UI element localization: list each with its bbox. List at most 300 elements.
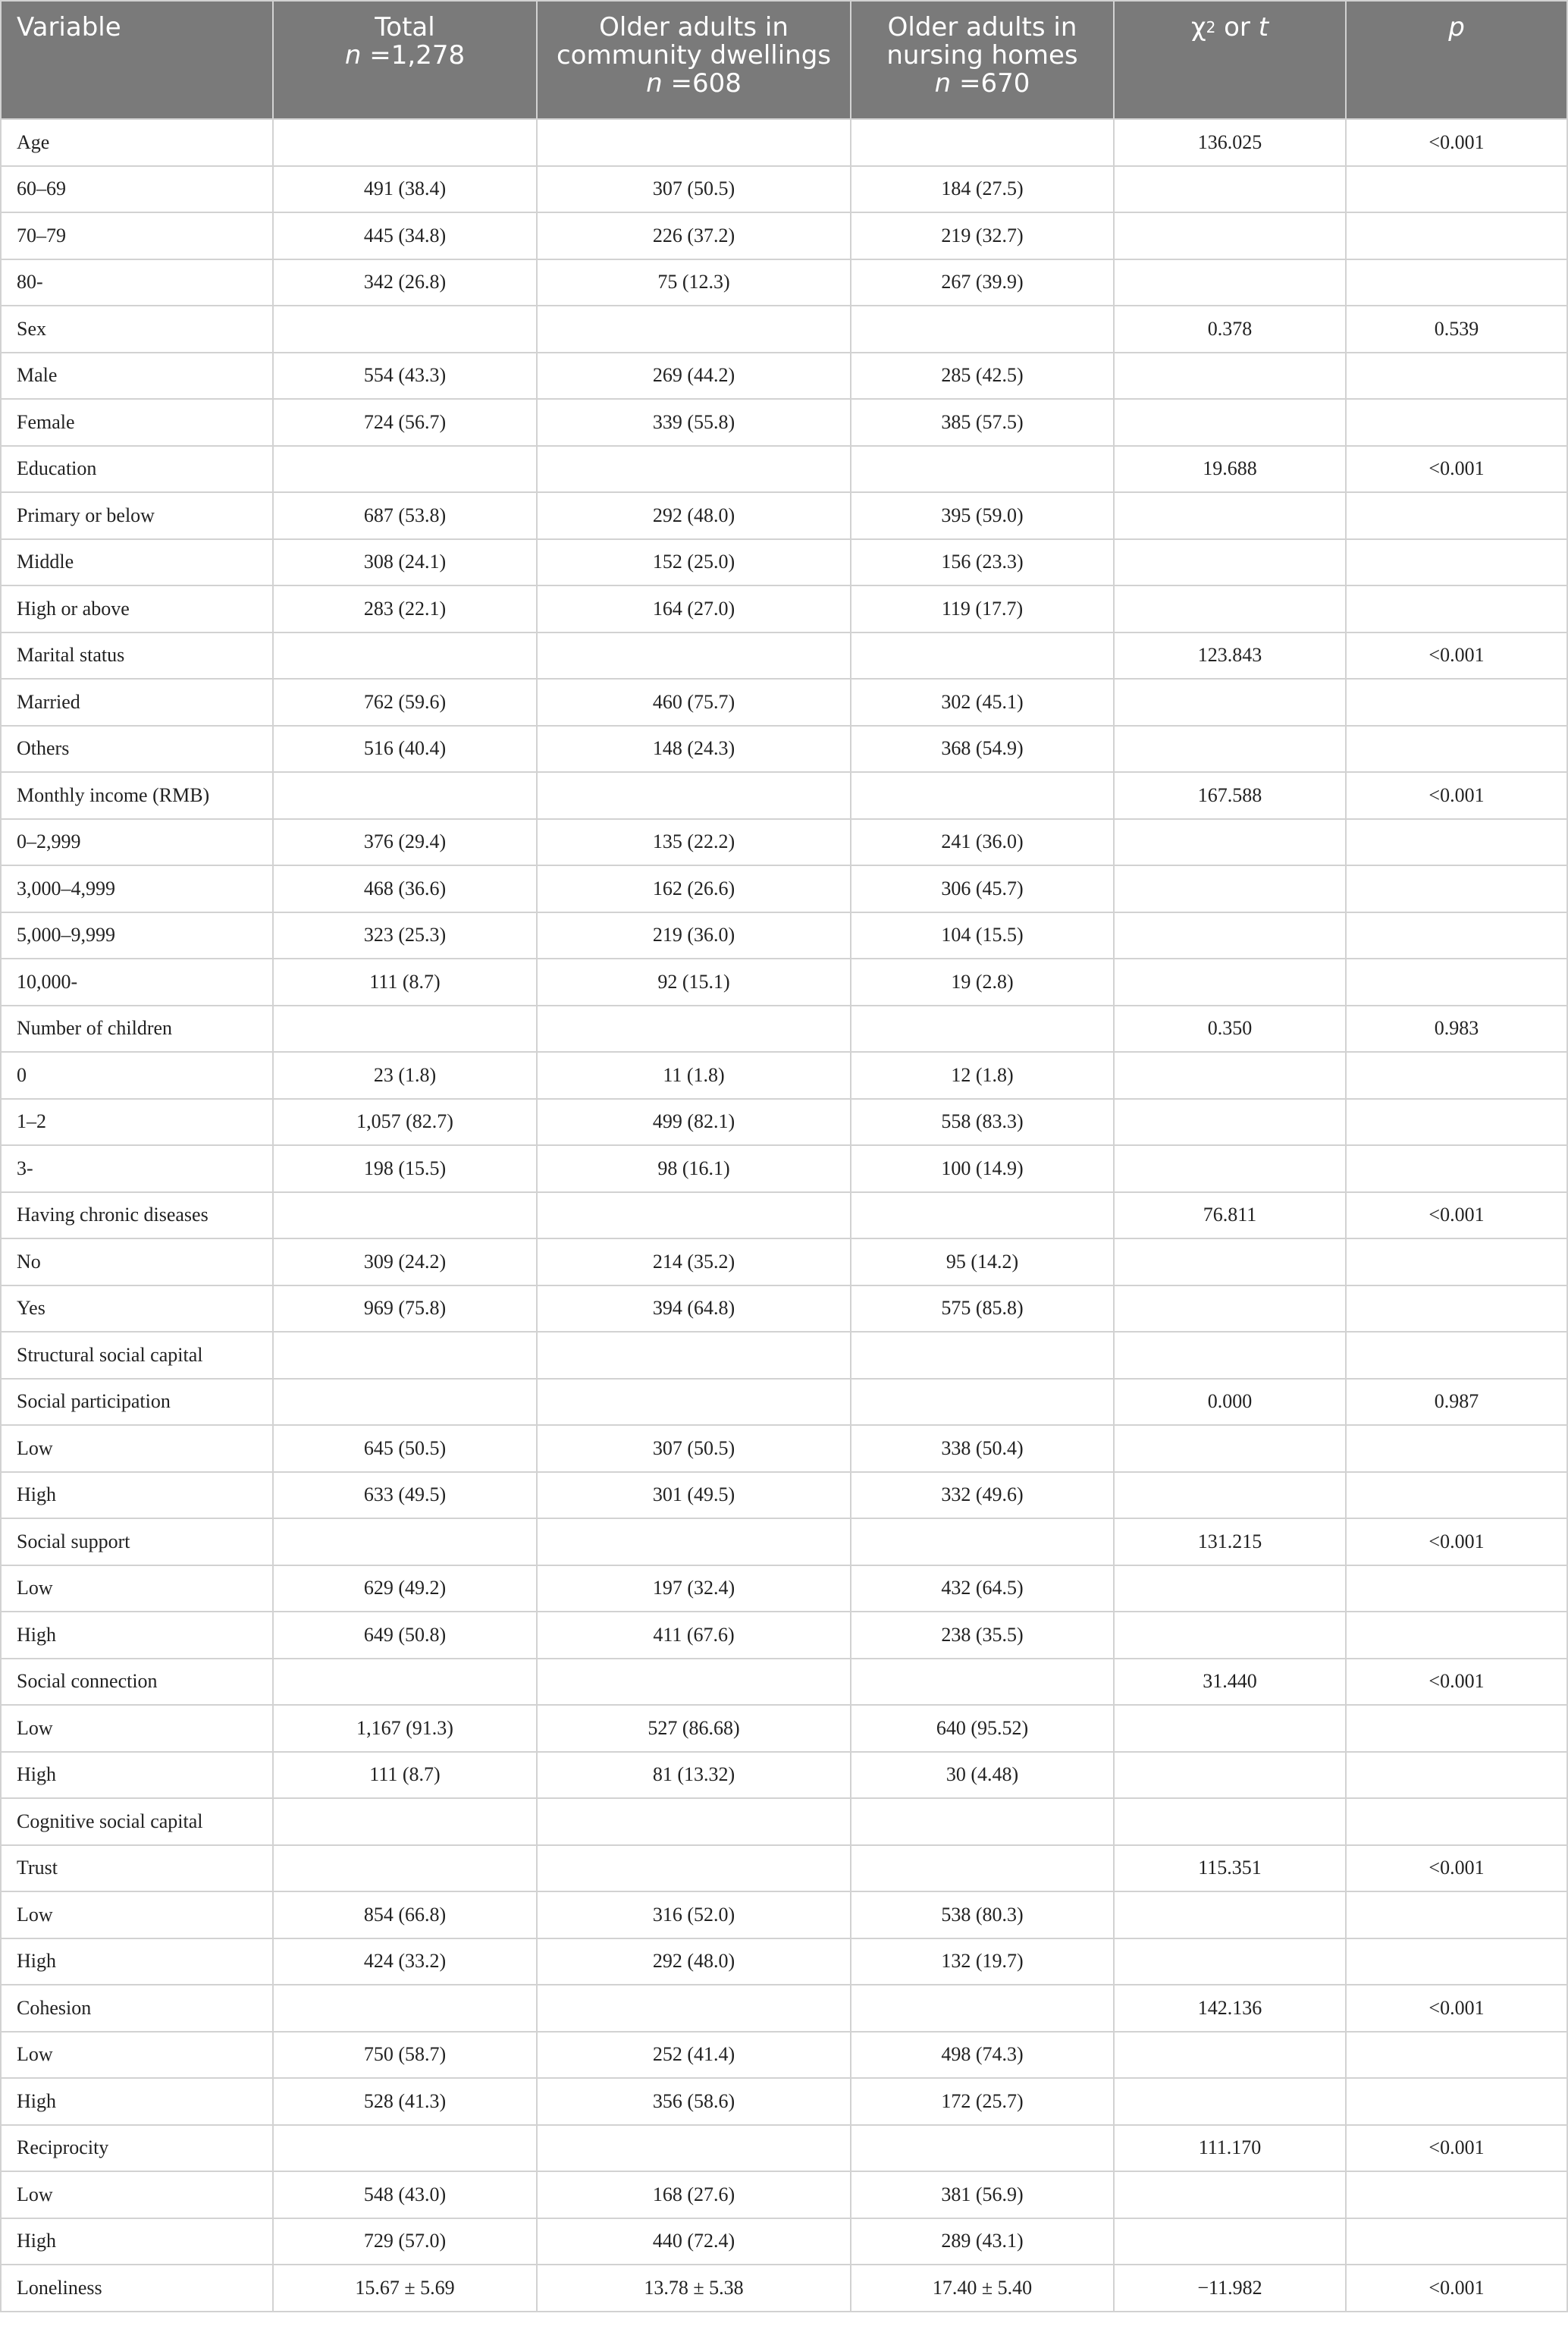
variable-cell: No (1, 1238, 273, 1285)
statistic-cell (1114, 1099, 1346, 1146)
variable-cell: Primary or below (1, 492, 273, 539)
statistic-cell (1114, 1891, 1346, 1938)
nursing-cell: 95 (14.2) (851, 1238, 1114, 1285)
statistic-cell (1114, 726, 1346, 773)
statistic-cell (1114, 1565, 1346, 1612)
variable-cell: Sex (1, 306, 273, 353)
community-cell: 499 (82.1) (537, 1099, 851, 1146)
p-value-cell (1346, 166, 1567, 213)
table-row (1, 1891, 1567, 1938)
total-cell: 111 (8.7) (273, 959, 537, 1006)
variable-cell: 3,000–4,999 (1, 865, 273, 912)
statistic-cell (1114, 1145, 1346, 1192)
nursing-cell: 184 (27.5) (851, 166, 1114, 213)
nursing-cell: 17.40 ± 5.40 (851, 2265, 1114, 2312)
statistic-cell (1114, 2218, 1346, 2265)
total-cell: 729 (57.0) (273, 2218, 537, 2265)
header-chi-superscript: 2 (1206, 18, 1216, 36)
nursing-cell (851, 1006, 1114, 1053)
statistic-cell (1114, 492, 1346, 539)
variable-cell: 1–2 (1, 1099, 273, 1146)
header-nursing-n: n (934, 68, 952, 99)
nursing-cell: 558 (83.3) (851, 1099, 1114, 1146)
p-value-cell (1346, 539, 1567, 586)
p-value-cell: <0.001 (1346, 1659, 1567, 1706)
total-cell (273, 772, 537, 819)
table-row (1, 1518, 1567, 1565)
total-cell (273, 1006, 537, 1053)
p-value-cell (1346, 819, 1567, 866)
p-value-cell (1346, 353, 1567, 400)
statistic-cell: 131.215 (1114, 1518, 1346, 1565)
p-value-cell: <0.001 (1346, 2265, 1567, 2312)
total-cell (273, 1332, 537, 1379)
statistic-cell (1114, 2078, 1346, 2125)
header-total-value: =1,278 (369, 40, 466, 71)
p-value-cell (1346, 959, 1567, 1006)
variable-cell: Loneliness (1, 2265, 273, 2312)
table-row (1, 119, 1567, 166)
table-row (1, 1379, 1567, 1426)
nursing-cell: 219 (32.7) (851, 212, 1114, 259)
table-row (1, 306, 1567, 353)
community-cell: 316 (52.0) (537, 1891, 851, 1938)
variable-cell: 5,000–9,999 (1, 912, 273, 959)
variable-cell: Cognitive social capital (1, 1798, 273, 1845)
variable-cell: Male (1, 353, 273, 400)
total-cell (273, 119, 537, 166)
table-row (1, 1798, 1567, 1845)
community-cell (537, 1985, 851, 2032)
p-value-cell (1346, 2218, 1567, 2265)
total-cell: 111 (8.7) (273, 1752, 537, 1799)
community-cell: 98 (16.1) (537, 1145, 851, 1192)
community-cell: 162 (26.6) (537, 865, 851, 912)
table-row (1, 1425, 1567, 1472)
community-cell: 301 (49.5) (537, 1472, 851, 1519)
community-cell: 92 (15.1) (537, 959, 851, 1006)
total-cell: 762 (59.6) (273, 679, 537, 726)
table-row (1, 679, 1567, 726)
total-cell: 548 (43.0) (273, 2171, 537, 2218)
table-row (1, 1752, 1567, 1799)
p-value-cell (1346, 1145, 1567, 1192)
p-value-cell: <0.001 (1346, 119, 1567, 166)
statistic-cell (1114, 819, 1346, 866)
community-cell: 411 (67.6) (537, 1612, 851, 1659)
table-row (1, 1238, 1567, 1285)
community-cell: 460 (75.7) (537, 679, 851, 726)
variable-cell: Middle (1, 539, 273, 586)
nursing-cell: 306 (45.7) (851, 865, 1114, 912)
total-cell (273, 1798, 537, 1845)
table-row (1, 1332, 1567, 1379)
p-value-cell: <0.001 (1346, 1518, 1567, 1565)
table-row (1, 1705, 1567, 1752)
statistic-cell (1114, 959, 1346, 1006)
header-total-label: Total (375, 12, 435, 42)
nursing-cell: 381 (56.9) (851, 2171, 1114, 2218)
table-row (1, 1099, 1567, 1146)
total-cell: 468 (36.6) (273, 865, 537, 912)
community-cell: 440 (72.4) (537, 2218, 851, 2265)
table-row (1, 1565, 1567, 1612)
total-cell: 23 (1.8) (273, 1052, 537, 1099)
table-row (1, 1472, 1567, 1519)
variable-cell: 80- (1, 259, 273, 306)
community-cell: 152 (25.0) (537, 539, 851, 586)
p-value-cell (1346, 1425, 1567, 1472)
nursing-cell (851, 2125, 1114, 2172)
table-row (1, 2171, 1567, 2218)
community-cell (537, 306, 851, 353)
total-cell: 554 (43.3) (273, 353, 537, 400)
p-value-cell (1346, 492, 1567, 539)
statistic-cell: 76.811 (1114, 1192, 1346, 1239)
header-nursing-value: =670 (958, 68, 1030, 99)
nursing-cell (851, 1192, 1114, 1239)
total-cell: 750 (58.7) (273, 2032, 537, 2079)
community-cell (537, 1379, 851, 1426)
header-total (273, 1, 537, 119)
table-row (1, 2032, 1567, 2079)
total-cell (273, 1985, 537, 2032)
community-cell: 307 (50.5) (537, 166, 851, 213)
table-row (1, 166, 1567, 213)
statistic-cell: 0.350 (1114, 1006, 1346, 1053)
nursing-cell (851, 772, 1114, 819)
total-cell: 724 (56.7) (273, 399, 537, 446)
variable-cell: Low (1, 1705, 273, 1752)
nursing-cell: 241 (36.0) (851, 819, 1114, 866)
total-cell: 528 (41.3) (273, 2078, 537, 2125)
community-cell: 269 (44.2) (537, 353, 851, 400)
community-cell: 164 (27.0) (537, 585, 851, 633)
community-cell: 292 (48.0) (537, 492, 851, 539)
p-value-cell: <0.001 (1346, 446, 1567, 493)
community-cell: 356 (58.6) (537, 2078, 851, 2125)
header-community-line1: Older adults in (599, 12, 789, 42)
p-value-cell: <0.001 (1346, 1985, 1567, 2032)
statistic-cell (1114, 1612, 1346, 1659)
header-variable-label: Variable (17, 12, 121, 42)
variable-cell: Yes (1, 1285, 273, 1333)
nursing-cell: 156 (23.3) (851, 539, 1114, 586)
total-cell: 645 (50.5) (273, 1425, 537, 1472)
table-row (1, 1006, 1567, 1053)
nursing-cell: 368 (54.9) (851, 726, 1114, 773)
total-cell: 649 (50.8) (273, 1612, 537, 1659)
table-row (1, 539, 1567, 586)
total-cell: 309 (24.2) (273, 1238, 537, 1285)
variable-cell: Social participation (1, 1379, 273, 1426)
total-cell (273, 1518, 537, 1565)
total-cell: 445 (34.8) (273, 212, 537, 259)
statistic-cell (1114, 1285, 1346, 1333)
header-p-label: p (1448, 12, 1465, 42)
table-row (1, 1145, 1567, 1192)
p-value-cell (1346, 1565, 1567, 1612)
p-value-cell (1346, 1752, 1567, 1799)
nursing-cell: 640 (95.52) (851, 1705, 1114, 1752)
community-cell: 252 (41.4) (537, 2032, 851, 2079)
p-value-cell (1346, 726, 1567, 773)
variable-cell: 70–79 (1, 212, 273, 259)
statistic-cell (1114, 399, 1346, 446)
p-value-cell (1346, 1891, 1567, 1938)
community-cell: 307 (50.5) (537, 1425, 851, 1472)
p-value-cell (1346, 1099, 1567, 1146)
total-cell: 342 (26.8) (273, 259, 537, 306)
statistic-cell (1114, 1472, 1346, 1519)
variable-cell: 10,000- (1, 959, 273, 1006)
total-cell: 424 (33.2) (273, 1938, 537, 1985)
p-value-cell (1346, 2032, 1567, 2079)
statistic-cell (1114, 912, 1346, 959)
statistic-cell (1114, 212, 1346, 259)
community-cell (537, 1006, 851, 1053)
total-cell: 969 (75.8) (273, 1285, 537, 1333)
p-value-cell (1346, 1705, 1567, 1752)
header-nursing-line2: nursing homes (886, 40, 1078, 71)
header-nursing-line1: Older adults in (887, 12, 1077, 42)
variable-cell: 3- (1, 1145, 273, 1192)
total-cell: 854 (66.8) (273, 1891, 537, 1938)
p-value-cell: <0.001 (1346, 2125, 1567, 2172)
total-cell (273, 2125, 537, 2172)
p-value-cell (1346, 399, 1567, 446)
p-value-cell (1346, 2171, 1567, 2218)
table-row (1, 1285, 1567, 1333)
variable-cell: Having chronic diseases (1, 1192, 273, 1239)
p-value-cell (1346, 585, 1567, 633)
nursing-cell: 238 (35.5) (851, 1612, 1114, 1659)
statistic-cell: −11.982 (1114, 2265, 1346, 2312)
statistic-cell: 136.025 (1114, 119, 1346, 166)
community-cell (537, 1192, 851, 1239)
nursing-cell: 302 (45.1) (851, 679, 1114, 726)
header-community-line2: community dwellings (556, 40, 832, 71)
community-cell: 527 (86.68) (537, 1705, 851, 1752)
table-row (1, 1192, 1567, 1239)
p-value-cell (1346, 1472, 1567, 1519)
statistic-cell (1114, 585, 1346, 633)
total-cell: 15.67 ± 5.69 (273, 2265, 537, 2312)
table-row (1, 353, 1567, 400)
variable-cell: 0–2,999 (1, 819, 273, 866)
header-variable (1, 1, 273, 119)
header-chi-symbol: χ (1190, 12, 1206, 42)
variable-cell: High (1, 1938, 273, 1985)
table-row (1, 1985, 1567, 2032)
header-row (1, 1, 1567, 119)
statistic-cell: 123.843 (1114, 633, 1346, 680)
header-total-n: n (344, 40, 362, 71)
nursing-cell: 19 (2.8) (851, 959, 1114, 1006)
statistic-cell (1114, 679, 1346, 726)
variable-cell: Low (1, 1891, 273, 1938)
table-row (1, 212, 1567, 259)
p-value-cell (1346, 1798, 1567, 1845)
variable-cell: Education (1, 446, 273, 493)
header-or-text: or (1215, 12, 1259, 42)
table-row (1, 259, 1567, 306)
total-cell (273, 633, 537, 680)
total-cell (273, 1845, 537, 1892)
community-cell: 11 (1.8) (537, 1052, 851, 1099)
total-cell (273, 1192, 537, 1239)
nursing-cell (851, 633, 1114, 680)
community-cell: 81 (13.32) (537, 1752, 851, 1799)
table-row (1, 492, 1567, 539)
community-cell (537, 2125, 851, 2172)
header-community-value: =608 (670, 68, 742, 99)
table-row (1, 912, 1567, 959)
community-cell (537, 446, 851, 493)
variable-cell: High or above (1, 585, 273, 633)
nursing-cell: 575 (85.8) (851, 1285, 1114, 1333)
variable-cell: Low (1, 2032, 273, 2079)
total-cell (273, 1379, 537, 1426)
community-cell: 168 (27.6) (537, 2171, 851, 2218)
statistic-cell (1114, 865, 1346, 912)
total-cell (273, 306, 537, 353)
header-nursing (851, 1, 1114, 119)
nursing-cell: 100 (14.9) (851, 1145, 1114, 1192)
nursing-cell: 289 (43.1) (851, 2218, 1114, 2265)
nursing-cell: 332 (49.6) (851, 1472, 1114, 1519)
p-value-cell (1346, 1052, 1567, 1099)
statistic-cell: 111.170 (1114, 2125, 1346, 2172)
nursing-cell: 30 (4.48) (851, 1752, 1114, 1799)
nursing-cell (851, 306, 1114, 353)
statistic-cell: 142.136 (1114, 1985, 1346, 2032)
table-row (1, 819, 1567, 866)
variable-cell: Cohesion (1, 1985, 273, 2032)
variable-cell: High (1, 2218, 273, 2265)
variable-cell: High (1, 1472, 273, 1519)
variable-cell: Age (1, 119, 273, 166)
header-community-n: n (646, 68, 663, 99)
variable-cell: Number of children (1, 1006, 273, 1053)
p-value-cell (1346, 1285, 1567, 1333)
table-row (1, 399, 1567, 446)
total-cell: 283 (22.1) (273, 585, 537, 633)
nursing-cell: 285 (42.5) (851, 353, 1114, 400)
community-cell (537, 119, 851, 166)
p-value-cell: <0.001 (1346, 633, 1567, 680)
table-row (1, 726, 1567, 773)
variable-cell: High (1, 1752, 273, 1799)
community-cell: 197 (32.4) (537, 1565, 851, 1612)
header-p (1346, 1, 1567, 119)
p-value-cell: 0.539 (1346, 306, 1567, 353)
nursing-cell (851, 1985, 1114, 2032)
nursing-cell (851, 1379, 1114, 1426)
community-cell: 148 (24.3) (537, 726, 851, 773)
p-value-cell (1346, 259, 1567, 306)
community-cell (537, 1659, 851, 1706)
variable-cell: Social support (1, 1518, 273, 1565)
nursing-cell: 538 (80.3) (851, 1891, 1114, 1938)
table-row (1, 1938, 1567, 1985)
nursing-cell: 267 (39.9) (851, 259, 1114, 306)
statistic-cell (1114, 1052, 1346, 1099)
statistic-cell (1114, 1798, 1346, 1845)
community-cell: 394 (64.8) (537, 1285, 851, 1333)
total-cell: 323 (25.3) (273, 912, 537, 959)
p-value-cell: 0.987 (1346, 1379, 1567, 1426)
community-cell: 13.78 ± 5.38 (537, 2265, 851, 2312)
statistic-cell (1114, 1938, 1346, 1985)
variable-cell: Trust (1, 1845, 273, 1892)
community-cell: 292 (48.0) (537, 1938, 851, 1985)
total-cell: 198 (15.5) (273, 1145, 537, 1192)
community-cell (537, 772, 851, 819)
variable-cell: Others (1, 726, 273, 773)
statistic-cell (1114, 1425, 1346, 1472)
nursing-cell (851, 446, 1114, 493)
p-value-cell (1346, 1238, 1567, 1285)
total-cell: 308 (24.1) (273, 539, 537, 586)
community-cell (537, 1798, 851, 1845)
nursing-cell: 432 (64.5) (851, 1565, 1114, 1612)
variable-cell: 60–69 (1, 166, 273, 213)
variable-cell: Monthly income (RMB) (1, 772, 273, 819)
p-value-cell (1346, 912, 1567, 959)
p-value-cell: <0.001 (1346, 772, 1567, 819)
p-value-cell: <0.001 (1346, 1845, 1567, 1892)
nursing-cell: 498 (74.3) (851, 2032, 1114, 2079)
table-row (1, 1659, 1567, 1706)
community-cell: 75 (12.3) (537, 259, 851, 306)
table-row (1, 959, 1567, 1006)
p-value-cell (1346, 865, 1567, 912)
nursing-cell: 119 (17.7) (851, 585, 1114, 633)
statistic-cell (1114, 353, 1346, 400)
p-value-cell (1346, 212, 1567, 259)
nursing-cell (851, 1845, 1114, 1892)
variable-cell: Reciprocity (1, 2125, 273, 2172)
table-row (1, 1845, 1567, 1892)
community-cell: 135 (22.2) (537, 819, 851, 866)
nursing-cell: 104 (15.5) (851, 912, 1114, 959)
p-value-cell: 0.983 (1346, 1006, 1567, 1053)
variable-cell: Structural social capital (1, 1332, 273, 1379)
statistic-cell: 115.351 (1114, 1845, 1346, 1892)
table-row (1, 2125, 1567, 2172)
table-row (1, 446, 1567, 493)
table-row (1, 2078, 1567, 2125)
statistic-cell: 31.440 (1114, 1659, 1346, 1706)
nursing-cell: 395 (59.0) (851, 492, 1114, 539)
community-cell: 214 (35.2) (537, 1238, 851, 1285)
statistic-cell: 0.000 (1114, 1379, 1346, 1426)
total-cell (273, 446, 537, 493)
community-cell: 339 (55.8) (537, 399, 851, 446)
variable-cell: 0 (1, 1052, 273, 1099)
p-value-cell (1346, 2078, 1567, 2125)
total-cell (273, 1659, 537, 1706)
community-cell (537, 1518, 851, 1565)
p-value-cell (1346, 1612, 1567, 1659)
table-body (1, 119, 1567, 2312)
total-cell: 376 (29.4) (273, 819, 537, 866)
table-row (1, 585, 1567, 633)
header-community (537, 1, 851, 119)
table-row (1, 1612, 1567, 1659)
nursing-cell: 172 (25.7) (851, 2078, 1114, 2125)
